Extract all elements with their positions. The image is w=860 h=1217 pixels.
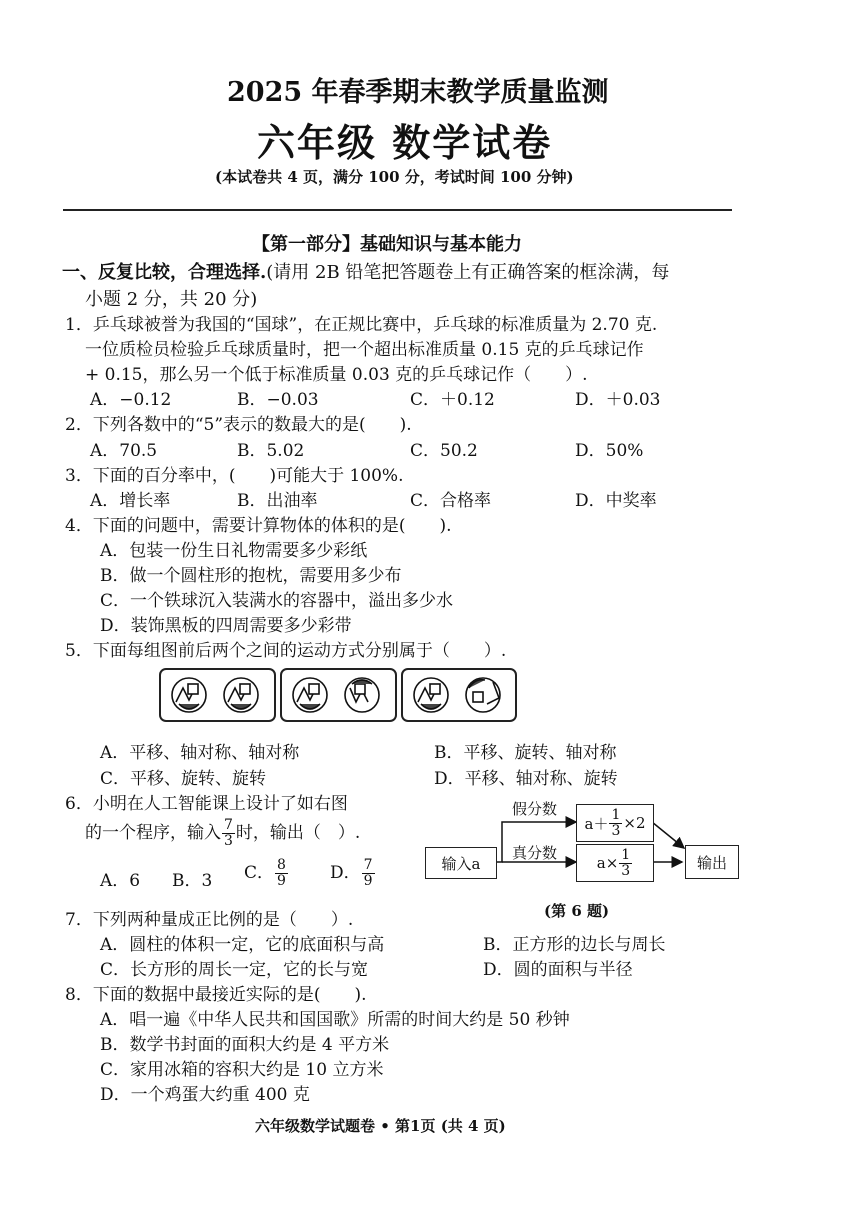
q6-top-operation-box (576, 804, 654, 842)
q6-top-op-post: ×2 (623, 814, 646, 832)
fraction-numerator: 1 (621, 846, 631, 863)
q5-option-c: C．平移、旋转、旋转 (100, 769, 267, 789)
q1-option-a: A．−0.12 (90, 390, 172, 410)
q2-option-c: C．50.2 (410, 441, 478, 461)
section-heading-line1 (62, 258, 669, 284)
q7-option-b: B．正方形的边长与周长 (483, 935, 666, 955)
q7-option-d: D．圆的面积与半径 (483, 960, 633, 980)
q5-shapes-icon (403, 670, 515, 720)
q6-line2-pre: 的一个程序，输入 (85, 823, 221, 843)
q5-option-b: B．平移、旋转、轴对称 (434, 743, 617, 763)
q7-option-a: A．圆柱的体积一定，它的底面积与高 (100, 935, 385, 955)
q5-option-d: D．平移、轴对称、旋转 (434, 769, 618, 789)
q8-option-c: C．家用冰箱的容积大约是 10 立方米 (100, 1060, 384, 1080)
q6-option-d (330, 858, 376, 889)
section-instruction-1: (请用 2B 铅笔把答题卷上有正确答案的框涂满，每 (266, 262, 670, 283)
q6-line2 (85, 818, 360, 849)
fraction-denominator: 3 (621, 862, 631, 879)
q6-input-fraction (222, 818, 235, 849)
q6-option-c-fraction (275, 858, 288, 889)
fraction-numerator: 7 (224, 817, 233, 833)
q8-option-b: B．数学书封面的面积大约是 4 平方米 (100, 1035, 390, 1055)
q1-line1: 1．乒乓球被誉为我国的“国球”，在正规比赛中，乒乓球的标准质量为 2.70 克. (65, 315, 658, 335)
exam-note: (本试卷共 4 页，满分 100 分，考试时间 100 分钟) (215, 168, 574, 186)
q8-option-a: A．唱一遍《中华人民共和国国歌》所需的时间大约是 50 秒钟 (100, 1010, 570, 1030)
q6-option-b: B．3 (172, 871, 213, 891)
q6-bottom-op-fraction (619, 848, 632, 879)
fraction-denominator: 3 (611, 822, 621, 839)
exam-title: 2025 年春季期末教学质量监测 (227, 77, 609, 108)
q5-stem: 5．下面每组图前后两个之间的运动方式分别属于（ ）. (65, 641, 507, 661)
q3-option-b: B．出油率 (237, 491, 318, 511)
q2-option-b: B．5.02 (237, 441, 305, 461)
q6-line2-post: 时，输出（ ）. (235, 823, 361, 843)
q8-stem: 8．下面的数据中最接近实际的是( ). (65, 985, 367, 1005)
q6-option-d-fraction (362, 858, 375, 889)
q4-option-b: B．做一个圆柱形的抱枕，需要用多少布 (100, 566, 402, 586)
q6-top-op-pre: a＋ (584, 814, 609, 833)
exam-subtitle: 六年级 数学试卷 (257, 120, 553, 165)
q1-line3: + 0.15，那么另一个低于标准质量 0.03 克的乒乓球记作（ ）. (85, 365, 588, 385)
fraction-denominator: 9 (277, 873, 286, 889)
q2-option-d: D．50% (575, 441, 644, 461)
q5-figure-group-1 (159, 668, 276, 722)
q6-caption: (第 6 题) (544, 902, 610, 920)
q6-input-box: 输入a (425, 847, 497, 879)
q3-option-d: D．中奖率 (575, 491, 657, 511)
fraction-numerator: 8 (277, 857, 286, 873)
q5-figure-group-3 (401, 668, 517, 722)
fraction-denominator: 9 (363, 873, 373, 889)
q6-branch-top: 假分数 (512, 800, 558, 818)
q5-figure-group-2 (280, 668, 397, 722)
q7-stem: 7．下列两种量成正比例的是（ ）. (65, 910, 354, 930)
q6-bottom-op-pre: a× (596, 854, 619, 872)
page-footer: 六年级数学试题卷 • 第1页 (共 4 页) (255, 1117, 506, 1135)
q4-option-d: D．装饰黑板的四周需要多少彩带 (100, 616, 352, 636)
q1-option-b: B．−0.03 (237, 390, 319, 410)
q5-option-a: A．平移、轴对称、轴对称 (100, 743, 300, 763)
fraction-numerator: 7 (363, 857, 373, 873)
q6-branch-bottom: 真分数 (512, 844, 558, 862)
q5-shapes-icon (282, 670, 395, 720)
q7-option-c: C．长方形的周长一定，它的长与宽 (100, 960, 369, 980)
q6-line1: 6．小明在人工智能课上设计了如右图 (65, 794, 348, 814)
q2-stem: 2．下列各数中的“5”表示的数最大的是( ). (65, 415, 412, 435)
q6-option-d-label: D． (330, 863, 361, 883)
q3-option-c: C．合格率 (410, 491, 492, 511)
q3-stem: 3．下面的百分率中，( )可能大于 100%. (65, 466, 404, 486)
q8-option-d: D．一个鸡蛋大约重 400 克 (100, 1085, 310, 1105)
q4-stem: 4．下面的问题中，需要计算物体的体积的是( ). (65, 516, 452, 536)
fraction-numerator: 1 (611, 806, 621, 823)
q6-top-op-fraction (609, 808, 622, 839)
q4-option-c: C．一个铁球沉入装满水的容器中，溢出多少水 (100, 591, 454, 611)
q1-line2: 一位质检员检验乒乓球质量时，把一个超出标准质量 0.15 克的乒乓球记作 (85, 340, 644, 360)
header-divider (63, 209, 732, 211)
q1-option-d: D．＋0.03 (575, 390, 661, 410)
q2-option-a: A．70.5 (90, 441, 158, 461)
section-heading: 一、反复比较，合理选择. (62, 262, 267, 283)
section-instruction-2: 小题 2 分，共 20 分) (85, 289, 258, 310)
q5-shapes-icon (161, 670, 274, 720)
q6-option-a: A．6 (100, 871, 141, 891)
q6-option-c (244, 858, 289, 889)
q6-output-box: 输出 (685, 845, 739, 879)
q1-option-c: C．＋0.12 (410, 390, 495, 410)
q4-option-a: A．包装一份生日礼物需要多少彩纸 (100, 541, 368, 561)
q3-option-a: A．增长率 (90, 491, 171, 511)
q6-option-c-label: C． (244, 863, 275, 883)
part-title: 【第一部分】基础知识与基本能力 (252, 234, 522, 255)
fraction-denominator: 3 (224, 833, 233, 849)
q6-bottom-operation-box (576, 844, 654, 882)
